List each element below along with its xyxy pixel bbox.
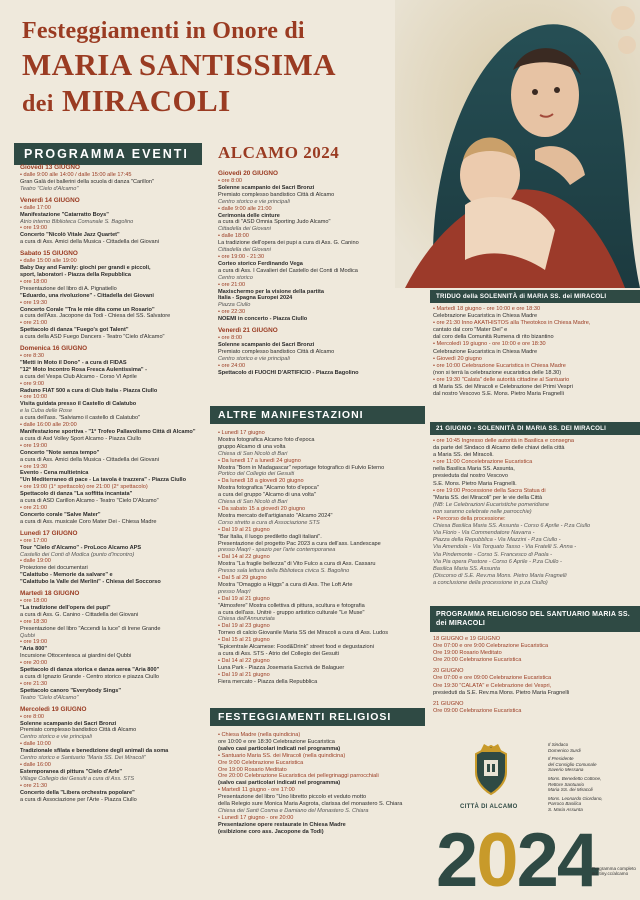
day-heading: Venerdì 14 GIUGNO bbox=[20, 196, 80, 204]
event-title: NOEMI in concerto - Piazza Ciullo bbox=[218, 316, 308, 323]
event-time: • ore 19:00 Processione della Sacra Statua di bbox=[433, 487, 546, 494]
event-text: a cura di Ignazio Grande - Centro storico e piazza Ciullo bbox=[20, 674, 159, 680]
event-time: • Percorso della processione: bbox=[433, 516, 506, 523]
event-title: Concerto "Nicolò Vitale Jazz Quartet" bbox=[20, 232, 120, 239]
event-time: • ore 10:45 Ingresso delle autorità in Basilica e consegna bbox=[433, 438, 574, 444]
event-time: • ore 24:00 bbox=[218, 362, 246, 369]
event-time: • ore 19:00 bbox=[20, 442, 48, 449]
event-title: Manifestazione "Catarratto Boys" bbox=[20, 211, 109, 218]
event-time: • ore 21:30 bbox=[20, 680, 48, 687]
event-time: Ore 19:00 Rosario Meditato bbox=[433, 650, 502, 657]
event-title: Italia - Spagna Europei 2024 bbox=[218, 295, 293, 302]
event-time: Ore 20:00 Celebrazione Eucaristica bbox=[433, 657, 522, 664]
event-text: a cura di Ass. I Cavalieri del Castello dei Conti di Modica bbox=[218, 267, 358, 274]
event-text: dal nostro Vescovo S.E. Mons. Pietro Maria Fragnelli bbox=[433, 391, 564, 398]
event-text: a cura dell'Ass. Jacopone da Todi - Chiesa del SS. Salvatore bbox=[20, 313, 171, 320]
event-time: • ore 18:00 bbox=[20, 598, 48, 605]
event-text: Presentazione del libro di A. Pignatiello bbox=[20, 285, 117, 292]
event-time: • Dal 19 al 21 giugno bbox=[218, 671, 270, 678]
event-title: Corteo storico Ferdinando Vega bbox=[218, 260, 303, 267]
event-venue: Chiesa Basilica Maria SS. Assunta - Corso 6 Aprile - P.za Ciullo bbox=[433, 523, 591, 530]
event-time: • Dal 19 al 21 giugno bbox=[218, 595, 270, 602]
event-title: Visita guidata presso il Castello di Calatubo bbox=[20, 401, 137, 408]
event-time: • ore 19:00 (1° spettacolo) ore 21:00 (2° spettacolo) bbox=[20, 484, 148, 491]
event-text: Mostra fotografica "Alcamo foto d'epoca" bbox=[218, 485, 319, 492]
triduo-header: TRIDUO della SOLENNITÀ di MARIA SS. dei MIRACOLI bbox=[430, 290, 640, 303]
event-time: • Lunedì 17 giugno - ore 20:00 bbox=[218, 814, 294, 821]
official-line: Saverio Messana bbox=[548, 767, 584, 773]
title-miracoli: MIRACOLI bbox=[62, 83, 231, 118]
event-title: Evento - Cena multietnica bbox=[20, 470, 89, 477]
event-text: Presentazione del libro "Accendi la luce" di Irene Grande bbox=[20, 625, 161, 632]
day-heading: Giovedì 13 GIUGNO bbox=[20, 164, 81, 171]
event-time: Ore 9:00 Celebrazione Eucaristica bbox=[218, 759, 304, 766]
event-time: • ore 19:30 bbox=[20, 463, 48, 470]
event-venue: Via Florio - Via Commendatore Navarra - bbox=[433, 530, 535, 537]
event-text: Celebrazione Eucaristica in Chiesa Madre bbox=[433, 348, 538, 355]
event-text: a cura del gruppo "Alcamo di una volta" bbox=[218, 492, 316, 499]
event-title: Spettacolo di danza "La soffitta incantata" bbox=[20, 491, 133, 498]
event-time: • Dal 19 al 21 giugno bbox=[218, 526, 270, 533]
year-digits-24: 24 bbox=[516, 818, 598, 900]
solennita-header: 21 GIUGNO - SOLENNITÀ DI MARIA SS. DEI MIRACOLI bbox=[430, 422, 640, 435]
event-venue: a conclusione della processione in p.za Ciullo) bbox=[433, 579, 548, 586]
event-time: • dalle 17:00 bbox=[20, 204, 51, 211]
event-time: • Dal 5 al 29 giugno bbox=[218, 575, 267, 582]
event-time: • Chiesa Madre (nella quindicina) bbox=[218, 732, 301, 738]
event-time: • ore 18:00 bbox=[20, 278, 48, 285]
title-dei: dei bbox=[22, 91, 54, 117]
event-time: • ore 8:00 bbox=[218, 335, 243, 342]
event-text: "Epicentrale Alcamese: Food&Drink" street food e degustazioni bbox=[218, 644, 375, 651]
official-line: Mons. Benedetto Cottone, bbox=[548, 775, 602, 781]
programma-eventi-header: PROGRAMMA EVENTI bbox=[14, 143, 202, 165]
event-text: Premiato complesso bandistico Città di Alcamo bbox=[218, 191, 335, 198]
day-heading: Lunedì 17 GIUGNO bbox=[20, 529, 78, 537]
official-line: Mons. Leonardo Giordano, bbox=[548, 795, 603, 801]
event-text: La tradizione dell'opera dei pupi a cura di Ass. G. Canino bbox=[218, 240, 359, 247]
event-title: "Calattubo la Valle dei Merlini" - Chiesa del Soccorso bbox=[20, 579, 161, 586]
event-time: • dalle 9:00 alle 14:00 / dalle 15:00 alle 17:45 bbox=[20, 172, 132, 178]
event-title: "Calattubo - Memorie da salvare" e bbox=[20, 572, 113, 579]
event-time: • ore 10:00 bbox=[20, 394, 48, 401]
event-text: Gran Galà dei ballerini della scuola di danza "Carillon" bbox=[20, 178, 154, 185]
event-text: da parte del Sindaco di Alcamo delle chiavi della città bbox=[433, 445, 565, 452]
event-text: (non si terrà la celebrazione eucaristica delle 18.30) bbox=[433, 369, 562, 376]
event-venue: non saranno celebrate nelle parrocchie) bbox=[433, 508, 532, 515]
official-line: Rettore Santuario bbox=[548, 781, 585, 787]
poster-title bbox=[22, 18, 402, 119]
event-title: "La tradizione dell'opera dei pupi" bbox=[20, 604, 111, 611]
event-venue: Qubbi bbox=[20, 632, 35, 639]
event-time: • ore 22:30 bbox=[218, 309, 246, 316]
event-time: • ore 19:00 bbox=[20, 225, 48, 232]
event-text: a cura di Ass. musicale Coro Mater Dei - Chiesa Madre bbox=[20, 518, 157, 525]
event-venue: Centro storico e vie principali bbox=[218, 198, 290, 205]
madonna-painting bbox=[395, 0, 640, 288]
official-line: Maria SS. dei Miracoli bbox=[548, 787, 593, 793]
event-text: a cura di Ass. G. Canino - Cittadella dei Giovani bbox=[20, 611, 139, 618]
event-title: Concerto della "Libera orchestra popolare" bbox=[20, 789, 135, 796]
event-venue: Centro storico e Santuario "Maria SS. Dei Miracoli" bbox=[20, 755, 146, 762]
event-title: Tour "Cielo d'Alcamo" - ProLoco Alcamo APS bbox=[20, 544, 142, 551]
official-line: del Consiglio Comunale bbox=[548, 761, 597, 767]
event-time: • Da lunedì 18 a giovedì 20 giugno bbox=[218, 478, 304, 485]
event-time: • Santuario Maria SS. dei Miracoli (nella quindicina) bbox=[218, 752, 346, 759]
official-line: Il Presidente bbox=[548, 756, 574, 762]
event-title: Solenne scampanio dei Sacri Bronzi bbox=[218, 341, 315, 348]
event-venue: Via Pia opera Pastore - Corso 6 Aprile - P.za Ciullo - bbox=[433, 558, 562, 565]
event-title: Spettacolo di FUOCHI D'ARTIFICIO - Piazza Bagolino bbox=[218, 369, 359, 376]
event-title: Cerimonia delle cinture bbox=[218, 212, 280, 219]
event-venue: Teatro "Cielo d'Alcamo" bbox=[20, 694, 79, 701]
santuario-header: PROGRAMMA RELIGIOSO DEL SANTUARIO MARIA SS. dei MIRACOLI bbox=[430, 606, 640, 632]
event-text: a cura del Vespa Club Alcamo - Corso VI Aprile bbox=[20, 373, 137, 380]
altre-manifestazioni-header: ALTRE MANIFESTAZIONI bbox=[210, 406, 425, 424]
event-text: Mostra "La fragile bellezza" di Vito Fulco a cura di Ass. Cassaru bbox=[218, 561, 376, 568]
day-heading: Venerdì 21 GIUGNO bbox=[218, 327, 278, 335]
event-venue: Portico del Collegio dei Gesuiti bbox=[218, 471, 295, 478]
event-time: • ore 17:00 bbox=[20, 537, 48, 544]
event-time: 21 GIUGNO bbox=[433, 700, 464, 707]
event-time: • Martedì 18 giugno - ore 10:00 e ore 18:30 bbox=[433, 306, 541, 312]
event-title: Concerto Corale "Tra le mie dita come un Rosario" bbox=[20, 306, 155, 313]
event-time: Ore 07:00 e ore 09:00 Celebrazione Eucaristica bbox=[433, 675, 552, 682]
event-title: "Un Mediterraneo di pace - La tavola è trazzera" - Piazza Ciullo bbox=[20, 477, 187, 484]
event-venue: Piazza della Repubblica - Via Mazzini - P.za Ciullo - bbox=[433, 537, 561, 544]
event-title: Spettacolo di danza "Fuego's got Talent" bbox=[20, 327, 129, 334]
events-column-1 bbox=[20, 160, 212, 803]
day-heading: Mercoledì 19 GIUGNO bbox=[20, 705, 87, 713]
event-text: Presentazione del progetto Pac 2023 a cura dell'ass. Landescape bbox=[218, 540, 381, 547]
event-text: Mostra mercato dell'artigianato "Alcamo 2024" bbox=[218, 512, 333, 519]
event-text: gruppo Alcamo di una volta bbox=[218, 443, 286, 450]
event-time: • Giovedì 20 giugno bbox=[433, 355, 482, 362]
event-title: Manifestazione sportiva - "1° Trofeo Pallavolismo Città di Alcamo" bbox=[20, 429, 196, 435]
official-line: S. Maria Assunta bbox=[548, 806, 583, 812]
event-text: a cura di "ASD Omnia Sporting Judo Alcamo" bbox=[218, 219, 331, 226]
event-text: a cura di Associazione per l'Arte - Piazza Ciullo bbox=[20, 796, 137, 803]
event-text: a cura dell'ass. Unitrè - gruppo artistico culturale "Le Muse" bbox=[218, 609, 365, 616]
event-text: Mostra "Born in Madagascar" reportage fotografico di Fulvio Eterno bbox=[218, 464, 385, 471]
event-title: Solenne scampanio dei Sacri Bronzi bbox=[20, 720, 117, 727]
event-title: "Metti in Moto il Dono" - a cura di FIDAS bbox=[20, 359, 127, 366]
event-venue: Teatro "Cielo d'Alcamo" bbox=[20, 185, 79, 192]
religiosi-column bbox=[218, 732, 423, 836]
altre-column bbox=[218, 430, 423, 686]
event-text: "Maria SS. dei Miracoli" per le vie della Città bbox=[433, 494, 543, 501]
event-text: a cura di Ass. Amici della Musica - Cittadella dei Giovani bbox=[20, 456, 159, 463]
event-text: ore 10:00 e ore 18:30 Celebrazione Eucaristica bbox=[218, 738, 335, 745]
festeggiamenti-religiosi-header: FESTEGGIAMENTI RELIGIOSI bbox=[210, 708, 425, 726]
event-text: presieduti da S.E. Rev.ma Mons. Pietro Maria Fragnelli bbox=[433, 689, 570, 696]
event-text: S.E. Mons. Pietro Maria Fragnelli. bbox=[433, 480, 517, 487]
event-venue: Basilica Maria SS. Assunta bbox=[433, 565, 500, 572]
title-line-2: MARIA SANTISSIMA bbox=[22, 47, 336, 82]
event-venue: Piazza Ciullo bbox=[218, 302, 251, 309]
event-text: cantato dal coro "Mater Dei" e bbox=[433, 327, 508, 334]
event-time: • dalle 18:00 bbox=[218, 233, 249, 240]
event-title: Estemporanea di pittura "Cielo d'Arte" bbox=[20, 768, 123, 775]
event-time: • ore 9:00 bbox=[20, 380, 45, 387]
big-year bbox=[436, 818, 598, 900]
event-venue: Village Collegio dei Gesuiti a cura di Ass. STS bbox=[20, 775, 135, 782]
event-time: • ore 21:00 bbox=[218, 281, 246, 288]
event-title: Raduno FIAT 500 a cura di Club Italia - Piazza Ciullo bbox=[20, 387, 158, 394]
event-text: della Relegio sure Monica Maria Asgrota, clarissa del monastero S. Chiara bbox=[218, 801, 403, 808]
event-venue: Castello dei Conti di Modica (punto d'incontro) bbox=[20, 551, 135, 558]
event-venue: Centro storico bbox=[218, 274, 253, 281]
event-venue: Chiesa di San Nicolò di Bari bbox=[218, 450, 288, 457]
day-heading: Sabato 15 GIUGNO bbox=[20, 250, 78, 258]
event-time: • Dal 14 al 22 giugno bbox=[218, 554, 270, 561]
event-time: • Dal 15 al 21 giugno bbox=[218, 637, 270, 644]
event-venue: presso Maqrì bbox=[218, 588, 251, 595]
event-time: • ore 21:00 bbox=[20, 320, 48, 327]
event-text: a cura di Ass. Amici della Musica - Cittadella dei Giovani bbox=[20, 239, 159, 246]
event-time: • Martedì 11 giugno - ore 17:00 bbox=[218, 787, 295, 794]
event-venue: e la Cuba delle Rose bbox=[20, 408, 72, 415]
event-text: dal coro della Comunità Rumena di rito bizantino bbox=[433, 334, 554, 341]
year-digit-0: 0 bbox=[476, 818, 517, 900]
event-time: • dalle 15:00 alle 19:00 bbox=[20, 258, 77, 265]
day-heading: Domenica 16 GIUGNO bbox=[20, 345, 88, 353]
event-venue: (Discorso di S.E. Rev.ma Mons. Pietro Maria Fragnelli bbox=[433, 572, 567, 579]
program-link[interactable]: Programma completo su: tiny.cc/alcamo bbox=[592, 866, 636, 877]
event-venue: Cittadella dei Giovani bbox=[218, 247, 271, 254]
event-text: Celebrazione Eucaristica in Chiesa Madre bbox=[433, 313, 538, 320]
event-venue: Chiesa di San Nicolò di Bari bbox=[218, 499, 288, 506]
event-time: Ore 19:30 "CALATA" e Celebrazione dei Vespri, bbox=[433, 682, 552, 689]
event-text: di Maria SS. dei Miracoli e Celebrazione dei Primi Vespri bbox=[433, 384, 573, 391]
event-title: Concerto corale "Salve Mater" bbox=[20, 511, 101, 518]
official-line: Il Sindaco bbox=[548, 742, 569, 747]
event-text: Proiezione dei documentari bbox=[20, 565, 88, 572]
event-venue: Chiesa dell'Annunziata bbox=[218, 616, 275, 623]
event-text: Mostra "Omaggio a Higgs" a cura di Ass. The Loft Arte bbox=[218, 581, 353, 588]
events-column-2 bbox=[218, 166, 423, 376]
event-text: Presentazione del libro "Uno libretto piccolo et veduto motto bbox=[218, 794, 367, 801]
event-time: • Lunedì 17 giugno bbox=[218, 430, 265, 436]
event-text: a Maria SS. dei Miracoli. bbox=[433, 452, 494, 459]
event-venue: Centro storico e vie principali bbox=[218, 355, 290, 362]
event-time: Ore 07:00 e ore 9:00 Celebrazione Eucaristica bbox=[433, 643, 549, 650]
event-venue: Presso sala lettura della Biblioteca civica S. Bagolino bbox=[218, 568, 350, 575]
event-title: "Eduardo, una rivoluzione" - Cittadella dei Giovani bbox=[20, 292, 154, 299]
event-title: Tradizionale sfilata e benedizione degli animali da soma bbox=[20, 748, 169, 755]
triduo-column bbox=[433, 306, 633, 398]
solennita-column bbox=[433, 438, 633, 587]
event-time: 20 GIUGNO bbox=[433, 668, 464, 675]
event-title: (salvo casi particolari indicati nel programma) bbox=[218, 780, 341, 787]
event-venue: Via Pindemonte - Corso S. Francesco di Paola - bbox=[433, 551, 552, 558]
event-venue: presso Maqrì - spazio per l'arte contemporanea bbox=[218, 547, 336, 554]
event-title: Spettacolo di danza storica e danza aerea "Aria 800" bbox=[20, 667, 160, 674]
event-title: Presentazione opere restaurate in Chiesa Madre bbox=[218, 821, 346, 828]
event-text: "Bar Italia, il luogo prediletto dagli italiani". bbox=[218, 533, 322, 540]
event-text: Mostra fotografica Alcamo foto d'epoca bbox=[218, 436, 315, 443]
event-text: nella Basilica Maria SS. Assunta, bbox=[433, 466, 515, 473]
event-time: • ore 10:00 Celebrazione Eucaristica in Chiesa Madre bbox=[433, 362, 566, 369]
event-text: Luna Park - Piazza Josemaria Escrivà de Balaguer bbox=[218, 664, 345, 671]
event-title: (salvo casi particolari indicati nel programma) bbox=[218, 745, 341, 752]
event-time: 18 GIUGNO e 19 GIUGNO bbox=[433, 636, 501, 642]
santuario-column bbox=[433, 636, 633, 715]
event-venue: Via Amendola - Via Torquato Tasso - Via Fratelli S. Anna - bbox=[433, 544, 577, 551]
event-venue: Centro storico e vie principali bbox=[20, 734, 92, 741]
event-title: Solenne scampanio dei Sacri Bronzi bbox=[218, 184, 315, 191]
title-line-1: Festeggiamenti in Onore di bbox=[22, 18, 305, 44]
event-time: • Dal 19 al 23 giugno bbox=[218, 623, 270, 630]
event-text: a cura dell'ass. "Salviamo il castello di Calatubo" bbox=[20, 415, 141, 422]
event-text: a cura di Ass. STS - Atrio del Collegio dei Gesuiti bbox=[218, 651, 339, 657]
event-text: Premiato complesso bandistico Città di Alcamo bbox=[218, 348, 335, 355]
event-title: "Aria 800" bbox=[20, 646, 48, 653]
event-time: • ore 8:30 bbox=[20, 353, 45, 360]
event-time: Ore 20:00 Celebrazione Eucaristica dei pellegrinaggi parrocchiali bbox=[218, 773, 379, 780]
event-time: Ore 19:00 Rosario Meditato bbox=[218, 766, 287, 773]
event-venue: Chiesa dei Santi Cosma e Damiano del Monastero S. Chiara bbox=[218, 807, 369, 814]
event-time: Ore 09:00 Celebrazione Eucaristica bbox=[433, 707, 522, 714]
year-digit-2: 2 bbox=[436, 818, 477, 900]
event-venue: Cittadella dei Giovani bbox=[218, 226, 271, 233]
event-time: • dalle 19:00 bbox=[20, 558, 51, 565]
event-time: • ore 19:30 "Calata" delle autorità cittadine al Santuario bbox=[433, 376, 570, 383]
event-text: Fiera mercato - Piazza della Repubblica bbox=[218, 678, 318, 685]
event-title: Baby Day and Family: giochi per grandi e piccoli, bbox=[20, 265, 151, 272]
event-title: sport, laboratori - Piazza della Repubblica bbox=[20, 271, 131, 278]
event-venue: Atrio interno Biblioteca Comunale S. Bagolino bbox=[20, 218, 134, 225]
event-time: • Dal 14 al 22 giugno bbox=[218, 657, 270, 664]
event-text: a cura della ASD Fuego Dancers - Teatro "Cielo d'Alcamo" bbox=[20, 334, 165, 341]
officials-list bbox=[548, 742, 638, 813]
event-text: a cura di Asd Volley Sport Alcamo - Piazza Ciullo bbox=[20, 435, 141, 442]
event-time: • ore 18:30 bbox=[20, 618, 48, 625]
event-time: • Da sabato 15 a giovedì 20 giugno bbox=[218, 505, 306, 512]
event-venue: Corso stretto a cura di Associazione STS bbox=[218, 519, 320, 526]
event-time: • dalle 16:00 bbox=[20, 761, 51, 768]
event-time: • ore 19:00 bbox=[20, 639, 48, 646]
event-time: • ore 8:00 bbox=[20, 713, 45, 720]
event-title: (esibizione coro ass. Jacopone da Todi) bbox=[218, 828, 324, 835]
event-title: Spettacolo canoro "Everybody Sings" bbox=[20, 687, 122, 694]
event-text: a cura di ASD Carillon Alcamo - Teatro "Cielo D'Alcamo" bbox=[20, 498, 159, 505]
event-time: • Mercoledì 19 giugno - ore 10:00 e ore 18:30 bbox=[433, 341, 546, 348]
event-text: Premiato complesso bandistico Città di Alcamo bbox=[20, 727, 137, 734]
event-text: Incursione Ottocentesca ai giardini del Qubbi bbox=[20, 653, 132, 660]
title-line-3 bbox=[22, 83, 402, 119]
event-text: "Atmosfere" Mostra collettiva di pittura, scultura e fotografia bbox=[218, 602, 365, 609]
event-venue: (NB: Le Celebrazioni Eucaristiche pomeridiane bbox=[433, 501, 549, 508]
day-heading: Martedì 18 GIUGNO bbox=[20, 590, 80, 598]
event-text: Torneo di calcio Giovanile Maria SS dei Miracoli a cura di Ass. Ludos bbox=[218, 630, 389, 637]
event-time: • Da lunedì 17 a lunedì 24 giugno bbox=[218, 457, 301, 464]
day-heading: Giovedì 20 GIUGNO bbox=[218, 170, 279, 177]
event-time: • dalle 16:00 alle 20:00 bbox=[20, 422, 77, 429]
event-time: • ore 8:00 bbox=[218, 178, 243, 184]
event-time: • ore 19:30 bbox=[20, 299, 48, 306]
event-title: Maxischermo per la visione della partita bbox=[218, 288, 325, 295]
event-time: • ore 20:00 bbox=[20, 660, 48, 667]
event-title: Concerto "Note senza tempo" bbox=[20, 449, 100, 456]
city-crest-icon bbox=[470, 742, 512, 798]
event-time: • ore 19:00 - 21:30 bbox=[218, 253, 265, 260]
event-title: "12° Moto Incontro Rosa Fresca Aulentissima" - bbox=[20, 366, 148, 373]
event-time: • ore 11:00 Concelebrazione Eucaristica bbox=[433, 459, 533, 466]
event-time: • ore 21:00 bbox=[20, 504, 48, 511]
city-year: ALCAMO 2024 bbox=[218, 143, 340, 162]
event-text: presieduta dal nostro Vescovo bbox=[433, 473, 508, 480]
event-time: • dalle 10:00 bbox=[20, 741, 51, 748]
event-time: • ore 21:30 Inno AKATHISTOS alla Theotokos in Chiesa Madre, bbox=[433, 320, 591, 327]
official-line: Parroco Basilica bbox=[548, 801, 582, 807]
official-line: Domenico Surdi bbox=[548, 747, 581, 753]
event-time: • ore 21:30 bbox=[20, 782, 48, 789]
event-time: • dalle 9:00 alle 21:00 bbox=[218, 205, 272, 212]
crest-label: CITTÀ DI ALCAMO bbox=[460, 804, 518, 810]
